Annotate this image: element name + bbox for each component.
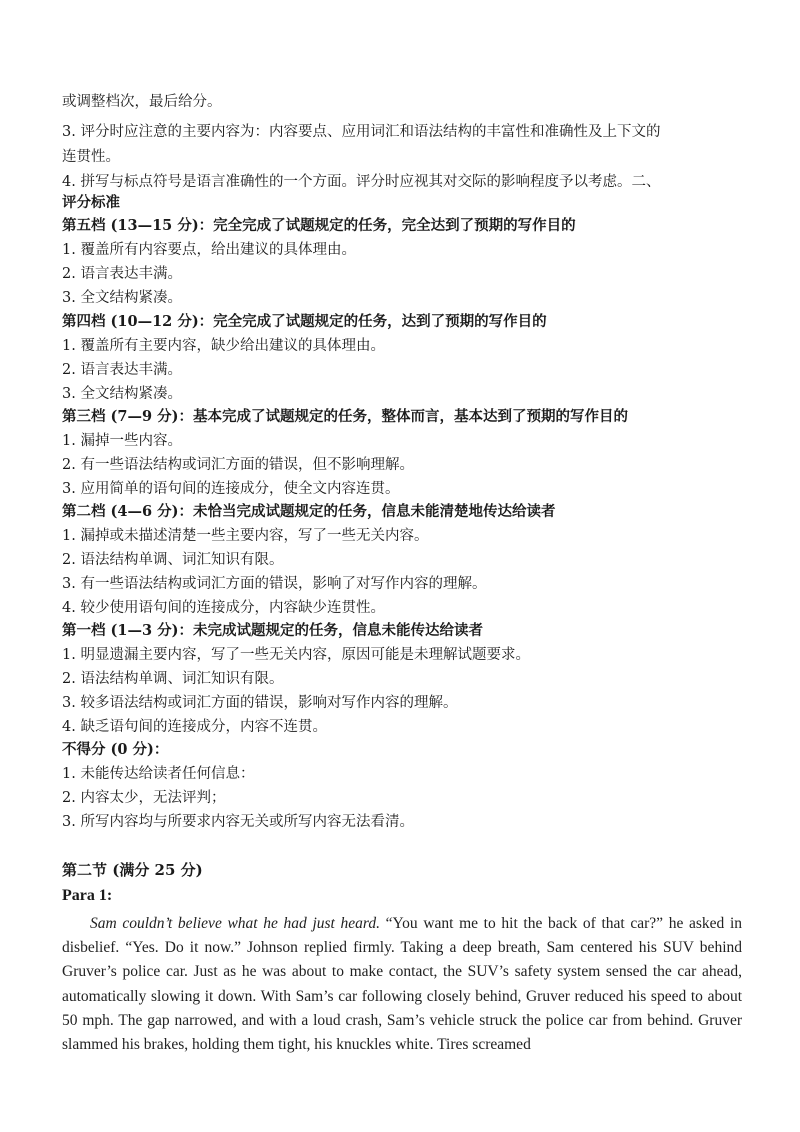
grade-item: 3. 应用简单的语句间的连接成分，使全文内容连贯。 [62, 481, 400, 497]
grade-item: 1. 未能传达给读者任何信息： [62, 766, 255, 782]
grade-heading: 第四档 (10—12 分)：完全完成了试题规定的任务，达到了预期的写作目的 [62, 313, 547, 330]
grade-item: 2. 语法结构单调、词汇知识有限。 [62, 671, 284, 687]
intro-line: 3. 评分时应注意的主要内容为：内容要点、应用词汇和语法结构的丰富性和准确性及上下文的 [62, 124, 661, 140]
section-heading: 评分标准 [62, 194, 120, 211]
grade-item: 4. 缺乏语句间的连接成分，内容不连贯。 [62, 719, 327, 735]
grade-heading: 不得分 (0 分)： [62, 741, 169, 758]
section-title: 第二节 (满分 25 分) [62, 861, 203, 879]
grade-item: 2. 语言表达丰满。 [62, 266, 182, 282]
para-lead: Sam couldn’t believe what he had just heard. [90, 915, 380, 932]
grade-heading: 第一档 (1—3 分)：未完成试题规定的任务，信息未能传达给读者 [62, 622, 483, 639]
grade-item: 2. 语法结构单调、词汇知识有限。 [62, 552, 284, 568]
grade-heading: 第三档 (7—9 分)：基本完成了试题规定的任务，整体而言，基本达到了预期的写作目的 [62, 408, 628, 425]
grade-item: 1. 明显遗漏主要内容，写了一些无关内容，原因可能是未理解试题要求。 [62, 647, 530, 663]
intro-line: 或调整档次，最后给分。 [62, 94, 222, 110]
grade-item: 1. 覆盖所有主要内容，缺少给出建议的具体理由。 [62, 338, 385, 354]
para-text: “You want me to hit the back of that car?” he asked in disbelief. “Yes. Do it now.” Johnson replied firmly. Taking a deep breath, Sam centered his SUV behind Gruver’s police car. Just as he was about to make contact, the SUV’s safety system sensed the car ahead, automatically slowing it down. With Sam’s car following closely behind, Gruver reduced his speed to about 50 mph. The gap narrowed, and with a loud crash, Sam’s vehicle struck the police car from behind. Gruver slammed his brakes, holding them tight, his knuckles white. Tires screamed [62, 915, 742, 1054]
grade-item: 1. 覆盖所有内容要点，给出建议的具体理由。 [62, 242, 356, 258]
para-label: Para 1: [62, 887, 113, 904]
grade-item: 3. 有一些语法结构或词汇方面的错误，影响了对写作内容的理解。 [62, 576, 487, 592]
grade-heading: 第二档 (4—6 分)：未恰当完成试题规定的任务，信息未能清楚地传达给读者 [62, 503, 556, 520]
grade-heading: 第五档 (13—15 分)：完全完成了试题规定的任务，完全达到了预期的写作目的 [62, 217, 576, 234]
grade-item: 2. 语言表达丰满。 [62, 362, 182, 378]
grade-item: 1. 漏掉或未描述清楚一些主要内容，写了一些无关内容。 [62, 528, 429, 544]
grade-item: 3. 较多语法结构或词汇方面的错误，影响对写作内容的理解。 [62, 695, 458, 711]
grade-item: 3. 所写内容均与所要求内容无关或所写内容无法看清。 [62, 814, 414, 830]
intro-line: 连贯性。 [62, 149, 120, 165]
intro-line: 4. 拼写与标点符号是语言准确性的一个方面。评分时应视其对交际的影响程度予以考虑。二、 [62, 174, 661, 190]
grade-item: 4. 较少使用语句间的连接成分，内容缺少连贯性。 [62, 600, 385, 616]
grade-item: 3. 全文结构紧凑。 [62, 290, 182, 306]
grade-item: 2. 内容太少，无法评判； [62, 790, 226, 806]
grade-item: 2. 有一些语法结构或词汇方面的错误，但不影响理解。 [62, 457, 414, 473]
grade-item: 3. 全文结构紧凑。 [62, 386, 182, 402]
story-paragraph [62, 912, 742, 1057]
grade-item: 1. 漏掉一些内容。 [62, 433, 182, 449]
